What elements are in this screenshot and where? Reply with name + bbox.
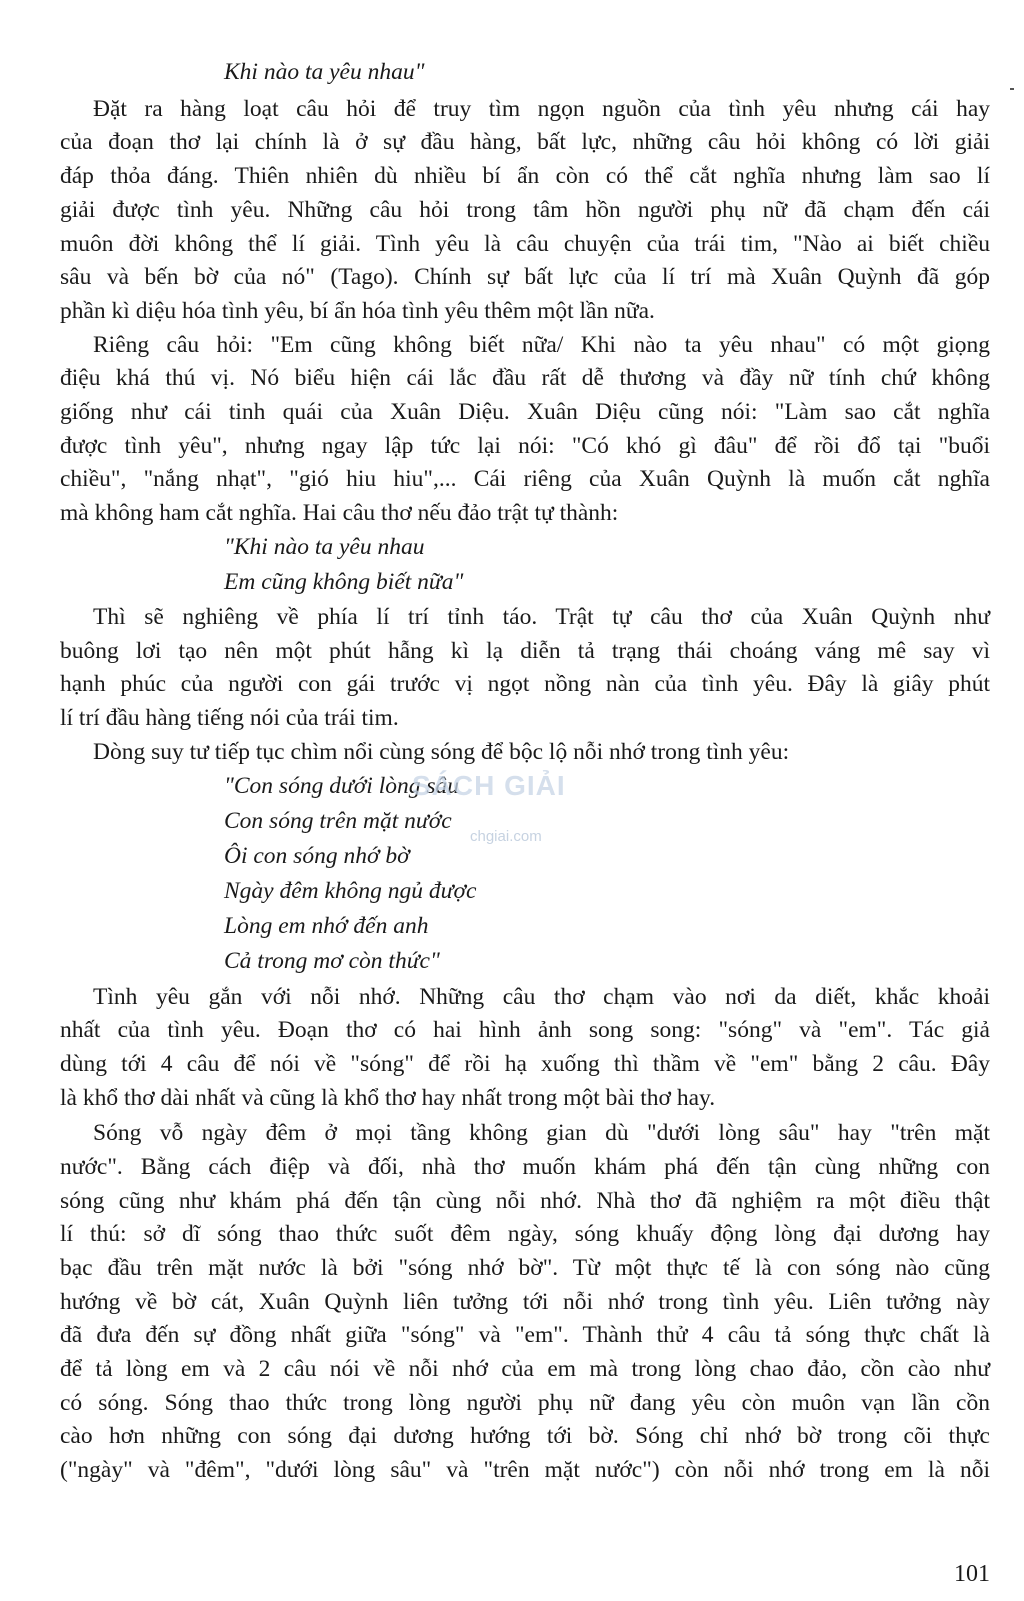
poem-line: Khi nào ta yêu nhau" — [224, 59, 425, 85]
paragraph-line: đáp thỏa đáng. Thiên nhiên dù nhiều bí ẩn còn có thể cắt nghĩa nhưng làm sao lí — [60, 163, 990, 189]
poem-line: "Khi nào ta yêu nhau — [224, 534, 425, 560]
paragraph-line: của đoạn thơ lại chính là ở sự đầu hàng, bất lực, những câu hỏi không có lời giải — [60, 129, 990, 155]
paragraph-line: giống như cái tinh quái của Xuân Diệu. Xuân Diệu cũng nói: "Làm sao cắt nghĩa — [60, 399, 990, 425]
paragraph-line: đã đưa đến sự đồng nhất giữa "sóng" và "em". Thành thử 4 câu tả sóng thực chất là — [60, 1322, 990, 1348]
paragraph-line: cào hơn những con sóng đại dương hướng tới bờ. Sóng chỉ nhớ bờ trong cõi thực — [60, 1423, 990, 1449]
paragraph-line: mà không ham cắt nghĩa. Hai câu thơ nếu đảo trật tự thành: — [60, 500, 619, 526]
paragraph-line: ("ngày" và "đêm", "dưới lòng sâu" và "trên mặt nước") còn nỗi nhớ trong em là nỗi — [60, 1457, 990, 1483]
poem-line: Cả trong mơ còn thức" — [224, 948, 440, 974]
paragraph-line: lí thú: sở dĩ sóng thao thức suốt đêm ngày, sóng khuấy động lòng đại dương hay — [60, 1221, 990, 1247]
poem-line: Lòng em nhớ đến anh — [224, 913, 429, 939]
paragraph-line: Tình yêu gắn với nỗi nhớ. Những câu thơ chạm vào nơi da diết, khắc khoải — [93, 984, 990, 1010]
watermark-url: chgiai.com — [470, 828, 542, 845]
paragraph-line: hạnh phúc của người con gái trước vị ngọt nồng nàn của tình yêu. Đây là giây phút — [60, 671, 990, 697]
scan-speck — [1010, 88, 1014, 90]
paragraph-line: hướng về bờ cát, Xuân Quỳnh liên tưởng tới nỗi nhớ trong tình yêu. Liên tưởng này — [60, 1289, 990, 1315]
paragraph-line: được tình yêu", nhưng ngay lập tức lại nói: "Có khó gì đâu" để rồi đổ tại "buổi — [60, 433, 990, 459]
paragraph-line: có sóng. Sóng thao thức trong lòng người phụ nữ đang yêu còn muôn vạn lần cồn — [60, 1390, 990, 1416]
paragraph-line: chiều", "nắng nhạt", "gió hiu hiu",... Cái riêng của Xuân Quỳnh là muốn cắt nghĩa — [60, 466, 990, 492]
paragraph-line: nước". Bằng cách điệp và đối, nhà thơ muốn khám phá đến tận cùng những con — [60, 1154, 990, 1180]
paragraph-line: phần kì diệu hóa tình yêu, bí ẩn hóa tình yêu thêm một lần nữa. — [60, 298, 655, 324]
poem-line: Ngày đêm không ngủ được — [224, 878, 477, 904]
paragraph-line: điệu khá thú vị. Nó biểu hiện cái lắc đầu rất dễ thương và đầy nữ tính chứ không — [60, 365, 990, 391]
page-number: 101 — [954, 1561, 990, 1587]
paragraph-line: Riêng câu hỏi: "Em cũng không biết nữa/ Khi nào ta yêu nhau" có một giọng — [93, 332, 990, 358]
paragraph-line: Sóng vỗ ngày đêm ở mọi tầng không gian dù "dưới lòng sâu" hay "trên mặt — [93, 1120, 990, 1146]
paragraph-line: Dòng suy tư tiếp tục chìm nổi cùng sóng để bộc lộ nỗi nhớ trong tình yêu: — [93, 739, 790, 765]
poem-line: Ôi con sóng nhớ bờ — [224, 843, 410, 869]
paragraph-line: là khổ thơ dài nhất và cũng là khổ thơ hay nhất trong một bài thơ hay. — [60, 1085, 716, 1111]
paragraph-line: sâu và bến bờ của nó" (Tago). Chính sự bất lực của lí trí mà Xuân Quỳnh đã góp — [60, 264, 990, 290]
paragraph-line: bạc đầu trên mặt nước là bởi "sóng nhớ bờ". Từ một thực tế là con sóng nào cũng — [60, 1255, 990, 1281]
paragraph-line: giải được tình yêu. Những câu hỏi trong tâm hồn người phụ nữ đã chạm đến cái — [60, 197, 990, 223]
paragraph-line: để tả lòng em và 2 câu nói về nỗi nhớ của em mà trong lòng chao đảo, cồn cào như — [60, 1356, 990, 1382]
paragraph-line: Thì sẽ nghiêng về phía lí trí tỉnh táo. Trật tự câu thơ của Xuân Quỳnh như — [93, 604, 990, 630]
poem-line: Con sóng trên mặt nước — [224, 808, 452, 834]
watermark-logo: SÁCH GIẢI — [412, 770, 566, 801]
poem-line: "Con sóng dưới lòng sâu — [224, 773, 459, 799]
paragraph-line: dùng tới 4 câu để nói về "sóng" để rồi hạ xuống thì thầm về "em" bằng 2 câu. Đây — [60, 1051, 990, 1077]
paragraph-line: buông lơi tạo nên một phút hẫng kì lạ diễn tả trạng thái choáng váng mê say vì — [60, 638, 990, 664]
poem-line: Em cũng không biết nữa" — [224, 569, 464, 595]
paragraph-line: lí trí đầu hàng tiếng nói của trái tim. — [60, 705, 399, 731]
paragraph-line: muôn đời không thể lí giải. Tình yêu là câu chuyện của trái tim, "Nào ai biết chiều — [60, 231, 990, 257]
paragraph-line: sóng cũng như khám phá đến tận cùng nỗi nhớ. Nhà thơ đã nghiệm ra một điều thật — [60, 1188, 990, 1214]
paragraph-line: Đặt ra hàng loạt câu hỏi để truy tìm ngọn nguồn của tình yêu nhưng cái hay — [93, 96, 990, 122]
paragraph-line: nhất của tình yêu. Đoạn thơ có hai hình ảnh song song: "sóng" và "em". Tác giả — [60, 1017, 990, 1043]
